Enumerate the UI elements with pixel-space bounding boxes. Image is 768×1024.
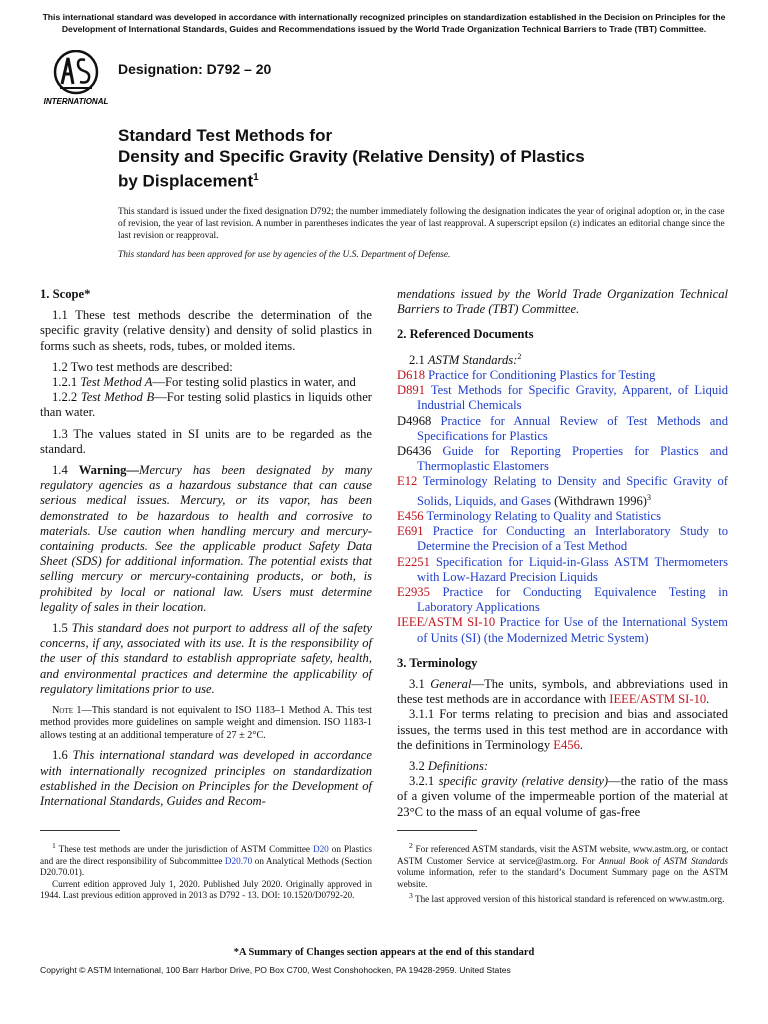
- annual-book-title: Annual Book of ASTM Standards: [598, 855, 728, 866]
- reference-item: [397, 524, 728, 554]
- reference-code-link[interactable]: E456: [397, 509, 424, 524]
- reference-title-link[interactable]: Practice for Conditioning Plastics for Testing: [428, 368, 656, 382]
- astm-standards-label: [397, 349, 728, 368]
- para-3-2-1-num: 3.2.1: [409, 774, 439, 789]
- footnote-1-mark: 1: [52, 841, 56, 850]
- para-3-1-1: [397, 707, 728, 753]
- para-1-2-1-num: 1.2.1: [52, 375, 81, 390]
- reference-item: [397, 414, 728, 444]
- reference-title-link[interactable]: Practice for Annual Review of Test Methods and Specifications for Plastics: [417, 413, 728, 443]
- para-3-2-num: 3.2: [409, 759, 428, 774]
- footnote-2: [397, 840, 728, 890]
- reference-code-link[interactable]: E2251: [397, 554, 430, 569]
- note-text: —This standard is not equivalent to ISO 1183–1 Method A. This test method provides more guidelines on sample weight and dimension. ISO 1183-1 allows testing at an additional temperature of 27 ± 2°C.: [40, 705, 372, 741]
- astm-label-text: ASTM Standards:: [427, 352, 518, 367]
- reference-item: [397, 474, 728, 509]
- astm-sup: 2: [517, 351, 522, 361]
- reference-list: [397, 368, 728, 646]
- definitions-label: Definitions:: [427, 759, 489, 774]
- para-1-6-text: This international standard was developed in accordance with internationally recognized principles on standardization established in the Decision on Principles for the Development of International Standards, Guides and Recom-: [40, 748, 372, 808]
- para-1-3: 1.3 The values stated in SI units are to be regarded as the standard.: [40, 426, 372, 456]
- si10-link[interactable]: IEEE/ASTM SI-10: [609, 692, 707, 707]
- para-3-2-1-text: —the ratio of the mass of a given volume of the impermeable portion of the material at 23°C to the mass of an equal volume of gas-free: [397, 774, 728, 819]
- title-footnote-mark: 1: [253, 172, 259, 183]
- issuance-statement: [118, 206, 728, 261]
- reference-code-link[interactable]: D4968: [397, 413, 432, 428]
- footnote-2-part-b: volume information, refer to the standard’s Document Summary page on the ASTM website.: [397, 867, 728, 889]
- reference-code-link[interactable]: D891: [397, 383, 425, 398]
- reference-code-link[interactable]: E2935: [397, 585, 430, 600]
- reference-title-link[interactable]: Terminology Relating to Density and Specific Gravity of Solids, Liquids, and Gases: [417, 474, 729, 508]
- para-3-1-num: 3.1: [409, 677, 431, 692]
- reference-code-link[interactable]: D6436: [397, 444, 432, 459]
- test-method-a: Test Method A: [80, 375, 153, 390]
- para-1-2-1-text: —For testing solid plastics in water, and: [152, 375, 356, 390]
- footnote-rule-right: [397, 830, 477, 831]
- reference-item: [397, 509, 728, 524]
- reference-title-link[interactable]: Practice for Conducting Equivalence Testing in Laboratory Applications: [417, 585, 729, 615]
- title-line-1: Standard Test Methods for: [118, 126, 333, 145]
- para-3-1-text: —The units, symbols, and abbreviations used in these test methods are in accordance with: [397, 677, 728, 707]
- reference-code-link[interactable]: D618: [397, 368, 425, 382]
- para-1-5-num: 1.5: [52, 621, 72, 636]
- astm-num: 2.1: [409, 352, 428, 367]
- reference-item: [397, 368, 728, 383]
- footnote-1: [40, 840, 372, 879]
- para-1-2-2-num: 1.2.2: [52, 390, 81, 405]
- para-1-6-num: 1.6: [52, 748, 73, 763]
- header-notice: This international standard was developed in accordance with internationally recognized principles on standardization established in the Decision on Principles for the Development of International Standards, Guides and Recommendations issued by the World Trade Organization Technical Barriers to Trade (TBT) Committee.: [42, 12, 726, 34]
- astm-logo-graphic: [40, 50, 112, 106]
- footnote-1-part-b: on Plastics and are the direct responsibility of Subcommittee: [40, 844, 372, 866]
- title-line-3-text: by Displacement: [118, 171, 254, 191]
- reference-title-link[interactable]: Practice for Use of the International System of Units (SI) (the Modernized Metric System): [417, 615, 728, 645]
- reference-status: (Withdrawn 1996): [550, 493, 648, 508]
- reference-footnote-mark: 3: [647, 492, 652, 502]
- para-3-1-1-end: .: [579, 737, 584, 752]
- footnote-3-mark: 3: [409, 891, 413, 901]
- warning-label: Warning—: [78, 463, 139, 478]
- note-1: [40, 705, 372, 742]
- refdocs-heading: 2. Referenced Documents: [397, 327, 534, 342]
- footnotes-right: [397, 840, 728, 906]
- para-1-2-2-text: —For testing solid plastics in liquids other than water.: [40, 390, 372, 420]
- reference-item: [397, 555, 728, 585]
- para-1-6: [40, 748, 372, 809]
- summary-of-changes-note: *A Summary of Changes section appears at the end of this standard: [233, 947, 535, 958]
- logo-text: INTERNATIONAL: [43, 97, 109, 106]
- left-column: [40, 287, 372, 809]
- reference-title-link[interactable]: Terminology Relating to Quality and Statistics: [426, 509, 662, 524]
- para-1-2-1: [40, 375, 372, 390]
- terminology-heading: 3. Terminology: [397, 655, 478, 670]
- note-label: Note 1: [52, 705, 82, 717]
- reference-item: [397, 383, 728, 413]
- reference-item: [397, 585, 728, 615]
- footnote-3: [397, 890, 728, 906]
- reference-item: [397, 444, 728, 474]
- footnote-1-part-a: These test methods are under the jurisdiction of ASTM Committee: [55, 844, 313, 855]
- para-3-2-1: [397, 774, 728, 820]
- reference-title-link[interactable]: Practice for Conducting an Interlaboratory Study to Determine the Precision of a Test Method: [417, 524, 728, 554]
- mercury-warning: Mercury has been designated by many regulatory agencies as a hazardous substance that can cause serious medical issues. Mercury, or its vapor, has been demonstrated to be hazardous to health and corrosive to materials. Use caution when handling mercury and mercury-containing products. See the applicable product Safety Data Sheet (SDS) for additional information. The potential exists that selling mercury or mercury-containing products, or both, is prohibited by local or national law. Users must determine legality of sales in their location.: [40, 463, 372, 614]
- footnote-1-part-c: on Analytical Methods (Section D20.70.01).: [40, 855, 372, 878]
- footnote-2-part-a: For referenced ASTM standards, visit the ASTM website, www.astm.org, or contact ASTM Customer Service at service@astm.org. For: [397, 844, 728, 866]
- para-3-1-end: .: [706, 692, 710, 707]
- footnote-2-mark: 2: [409, 841, 413, 850]
- astm-logo: [40, 50, 112, 106]
- reference-title-link[interactable]: Test Methods for Specific Gravity, Apparent, of Liquid Industrial Chemicals: [417, 383, 729, 413]
- para-1-4-num: 1.4: [52, 463, 79, 478]
- para-1-1: 1.1 These test methods describe the determination of the specific gravity (relative density) and density of solid plastics in forms such as sheets, rods, tubes, or molded items.: [40, 308, 372, 353]
- safety-disclaimer: This standard does not purport to address all of the safety concerns, if any, associated with its use. It is the responsibility of the user of this standard to establish appropriate safety, health, and environmental practices and determine the applicability of regulatory limitations prior to use.: [40, 621, 372, 696]
- para-3-2: [397, 759, 728, 774]
- footnote-3-text: The last approved version of this historical standard is referenced on www.astm.org.: [412, 894, 725, 905]
- para-1-6-continued: mendations issued by the World Trade Organization Technical Barriers to Trade (TBT) Committee.: [397, 287, 728, 317]
- dod-approval: This standard has been approved for use by agencies of the U.S. Department of Defense.: [118, 249, 451, 260]
- scope-heading: 1. Scope*: [40, 287, 91, 301]
- title-line-3: [118, 167, 718, 192]
- footnote-rule-left: [40, 830, 120, 831]
- reference-title-link[interactable]: Specification for Liquid-in-Glass ASTM Thermometers with Low-Hazard Precision Liquids: [417, 554, 728, 584]
- para-1-2: 1.2 Two test methods are described:: [52, 359, 233, 374]
- para-1-5: [40, 621, 372, 697]
- general-label: General: [430, 677, 472, 692]
- e456-link[interactable]: E456: [553, 737, 580, 752]
- reference-item: [397, 615, 728, 645]
- title-line-2: Density and Specific Gravity (Relative Density) of Plastics: [118, 147, 585, 166]
- reference-code-link[interactable]: IEEE/ASTM SI-10: [397, 615, 496, 630]
- right-column: [397, 287, 728, 820]
- footnotes-left: [40, 840, 372, 902]
- document-title: [118, 125, 718, 192]
- reference-title-link[interactable]: Guide for Reporting Properties for Plastics and Thermoplastic Elastomers: [417, 444, 728, 474]
- copyright: Copyright © ASTM International, 100 Barr Harbor Drive, PO Box C700, West Conshohocken, PA 19428-2959. United States: [40, 965, 511, 975]
- specific-gravity-term: specific gravity (relative density): [438, 774, 609, 789]
- para-3-1-1-text: 3.1.1 For terms relating to precision and bias and associated issues, the terms used in this test method are in accordance with the definitions in Terminology: [397, 707, 728, 752]
- para-1-2-2: [40, 390, 372, 420]
- reference-code-link[interactable]: E12: [397, 474, 418, 489]
- para-1-4: [40, 463, 372, 615]
- footnote-1-edition: Current edition approved July 1, 2020. Published July 2020. Originally approved in 1944. Last previous edition approved in 2013 as D792 - 13. DOI: 10.1520/D0792-20.: [40, 878, 372, 901]
- para-3-1: [397, 677, 728, 707]
- test-method-b: Test Method B: [80, 390, 155, 405]
- issuance-text: This standard is issued under the fixed designation D792; the number immediately following the designation indicates the year of original adoption or, in the case of revision, the year of last revision. A number in parentheses indicates the year of last reapproval. A superscript epsilon (ε) indicates an editorial change since the last revision or reapproval.: [118, 207, 725, 242]
- d20-link[interactable]: D20: [312, 844, 329, 855]
- d2070-link[interactable]: D20.70: [224, 855, 253, 866]
- reference-code-link[interactable]: E691: [397, 524, 424, 539]
- designation: Designation: D792 – 20: [118, 61, 272, 77]
